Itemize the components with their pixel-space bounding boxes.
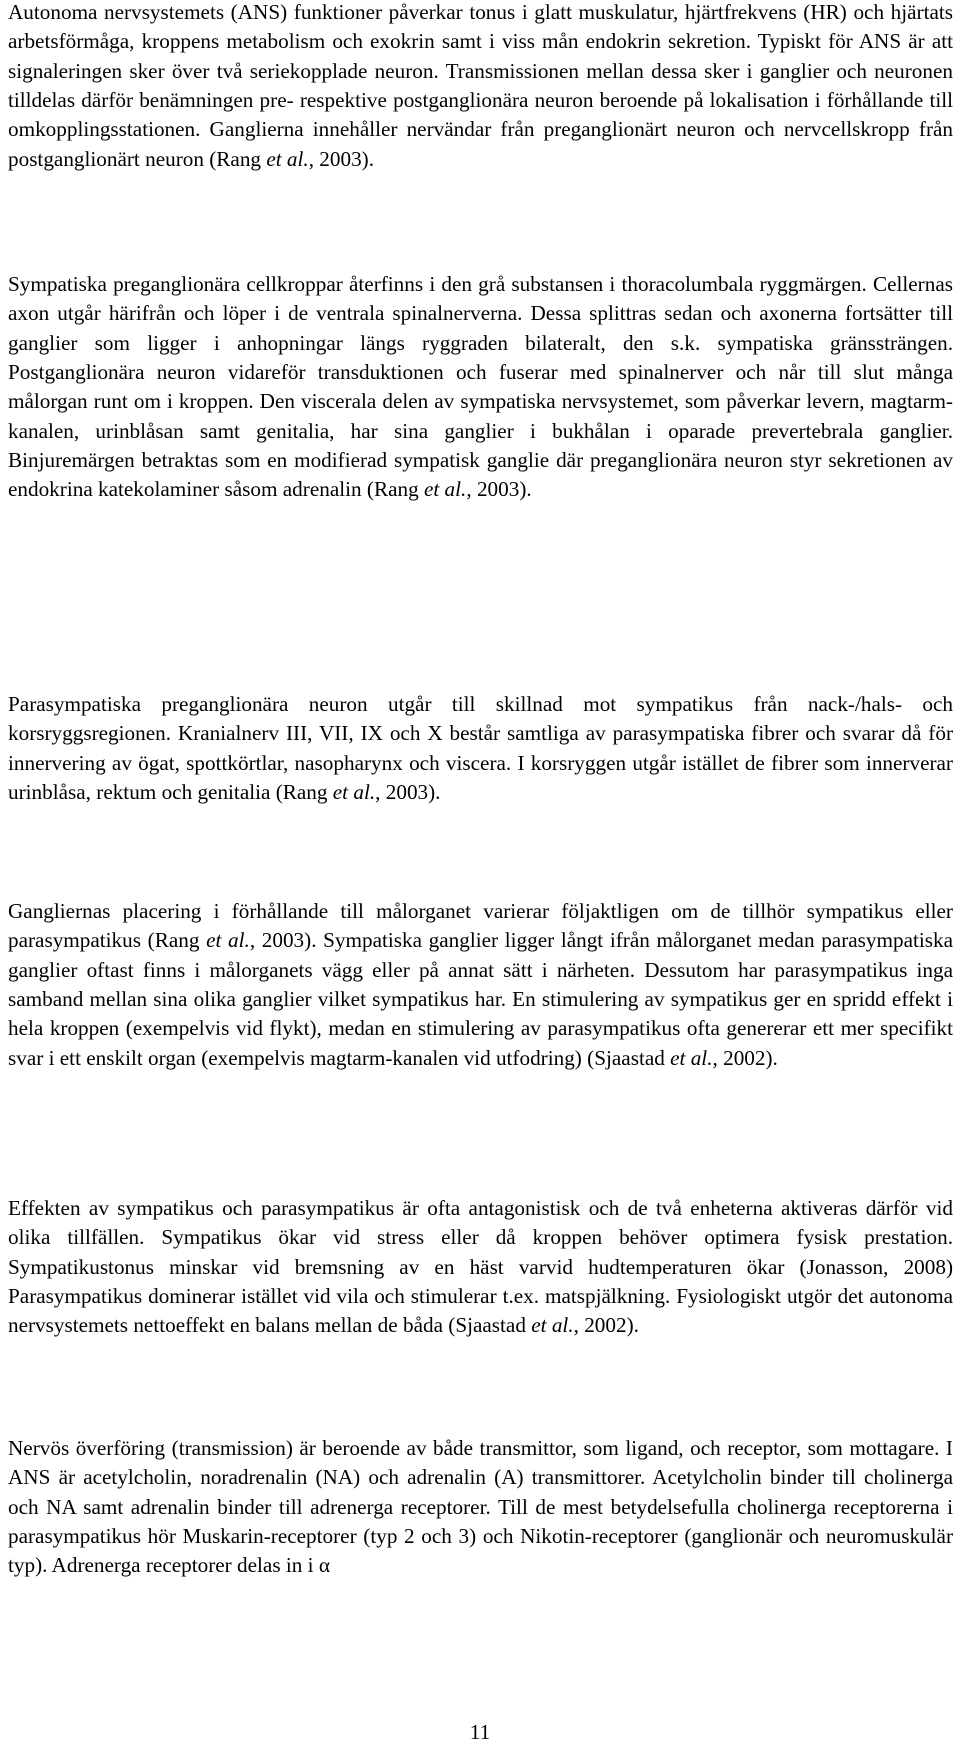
paragraph-text: , 2003). — [466, 477, 532, 502]
paragraph-ganglia-placement — [8, 897, 953, 1073]
citation-italic: et al. — [266, 146, 309, 171]
paragraph-text: , 2002). — [712, 1045, 778, 1070]
citation-italic: et al. — [423, 477, 467, 502]
citation-italic: et al. — [670, 1045, 713, 1070]
citation-italic: et al. — [531, 1313, 574, 1338]
citation-italic: et al. — [206, 928, 250, 953]
paragraph-text: , 2003). — [308, 146, 375, 171]
paragraph-sympathetic — [8, 270, 953, 505]
paragraph-text: , 2002). — [573, 1313, 639, 1338]
paragraph-text: Parasympatiska preganglionära neuron utgår till skillnad mot sympatikus från nack-/hals- och korsryggsregionen. Kranialnerv III, VII, IX och X består samtliga av parasympatiska fibrer och svarar då för innervering av ögat, spottkörtlar, nasopharynx och viscera. I korsryggen utgår istället de fibrer som innerverar urinblåsa, rektum och genitalia (Rang — [8, 692, 953, 805]
paragraph-parasympathetic — [8, 690, 953, 807]
paragraph-text: , 2003). — [375, 780, 441, 805]
paragraph-text: Autonoma nervsystemets (ANS) funktioner påverkar tonus i glatt muskulatur, hjärtfrekvens (HR) och hjärtats arbetsförmåga, kroppens metabolism och exokrin samt i viss mån endokrin sekretion. Typiskt för ANS är att signaleringen sker över två seriekopplade neuron. Transmissionen mellan dessa sker i ganglier och neuronen tilldelas därför benämningen pre- respektive postganglionära neuron beroende på lokalisation i förhållande till omkopplingsstationen. Ganglierna innehåller nervändar från preganglionärt neuron och nervcellskropp från postganglionärt neuron (Rang — [8, 0, 953, 171]
paragraph-text: Effekten av sympatikus och parasympatikus är ofta antagonistisk och de två enheterna aktiveras därför vid olika tillfällen. Sympatikus ökar vid stress eller då kroppen behöver optimera fysisk prestation. Sympatikustonus minskar vid bremsning av en häst varvid hudtemperaturen ökar (Jonasson, 2008) Parasympatikus dominerar istället vid vila och stimulerar t.ex. matspjälkning. Fysiologiskt utgör det autonoma nervsystemets nettoeffekt en balans mellan de båda (Sjaastad — [8, 1196, 953, 1338]
paragraph-antagonistic-effect — [8, 1194, 953, 1341]
paragraph-text: Nervös överföring (transmission) är beroende av både transmittor, som ligand, och receptor, som mottagare. I ANS är acetylcholin, noradrenalin (NA) och adrenalin (A) transmittorer. Acetylcholin binder till cholinerga och NA samt adrenalin binder till adrenerga receptorer. Till de mest betydelsefulla cholinerga receptorerna i parasympatikus hör Muskarin-receptorer (typ 2 och 3) och Nikotin-receptorer (ganglionär och neuromuskulär typ). Adrenerga receptorer delas in i α — [8, 1436, 953, 1578]
page-number: 11 — [469, 1720, 491, 1744]
paragraph-transmission — [8, 1434, 953, 1581]
paragraph-text: , 2003). Sympatiska ganglier ligger långt ifrån målorganet medan parasympatiska ganglier oftast finns i målorganets vägg eller på annat sätt i närheten. Dessutom har parasympatikus inga samband mellan sina olika ganglier vilket sympatikus har. En stimulering av sympatikus ger en spridd effekt i hela kroppen (exempelvis vid flykt), medan en stimulering av parasympatikus ofta genererar ett mer specifikt svar i ett enskilt organ (exempelvis magtarm-kanalen vid utfodring) (Sjaastad — [8, 928, 953, 1070]
paragraph-text: Sympatiska preganglionära cellkroppar återfinns i den grå substansen i thoracolumbala ryggmärgen. Cellernas axon utgår härifrån och löper i de ventrala spinalnerverna. Dessa splittras sedan och axonerna fortsätter till ganglier som ligger i anhopningar längs ryggraden bilateralt, den s.k. sympatiska gränssträngen. Postganglionära neuron vidareför transduktionen och fuserar med spinalnerver och når till slut många målorgan runt om i kroppen. Den viscerala delen av sympatiska nervsystemet, som påverkar levern, magtarm-kanalen, urinblåsan samt genitalia, har sina ganglier i bukhålan i oparade prevertebrala ganglier. Binjuremärgen betraktas som en modifierad sympatisk ganglie där preganglionära neuron styr sekretionen av endokrina katekolaminer såsom adrenalin (Rang — [8, 272, 953, 502]
paragraph-ans-functions — [8, 0, 953, 174]
citation-italic: et al. — [332, 780, 376, 805]
paragraph-text: Gangliernas placering i förhållande till målorganet varierar följaktligen om de tillhör sympatikus eller parasympatikus (Rang — [8, 899, 953, 953]
